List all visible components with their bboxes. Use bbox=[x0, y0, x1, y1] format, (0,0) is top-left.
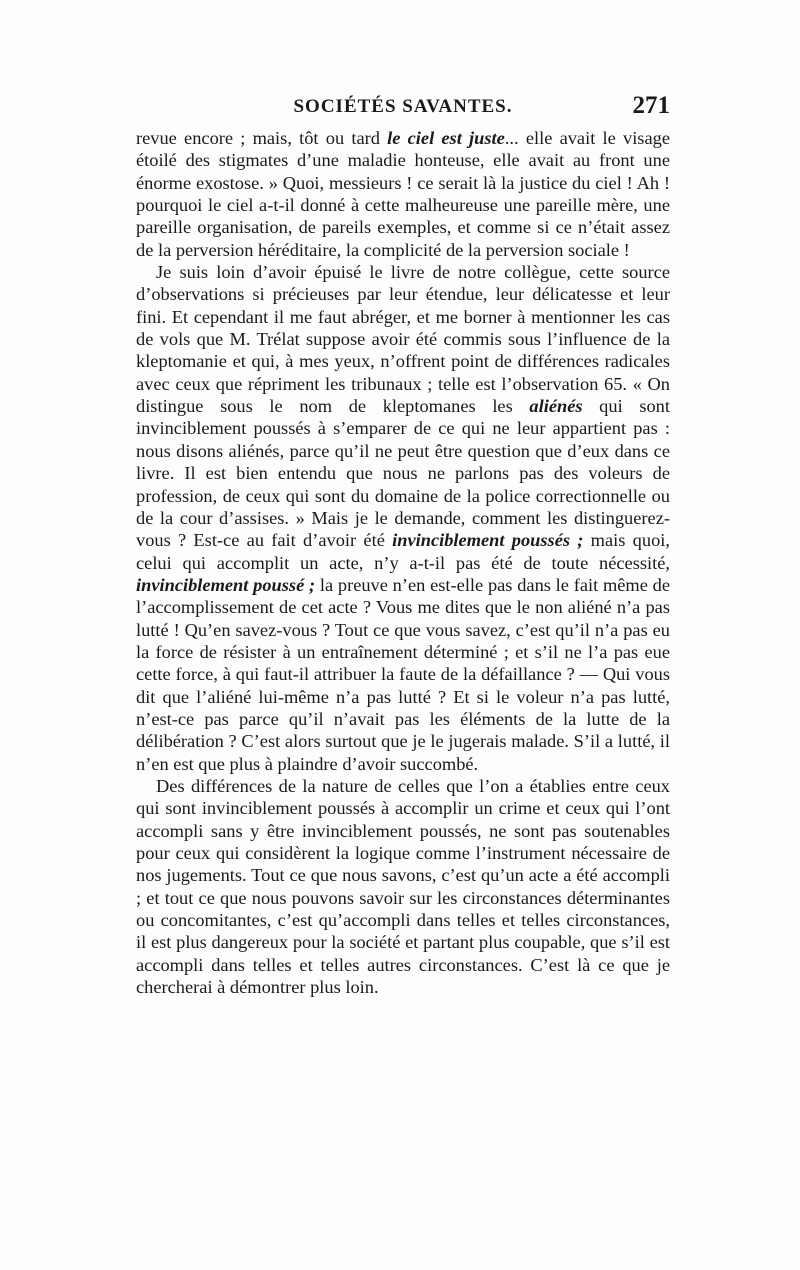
italic-segment: aliénés bbox=[529, 396, 583, 417]
text-segment: ... elle avait le visage étoilé des stigmates d’une maladie honteuse, elle avait au front une énorme exostose. » Quoi, messieurs ! ce serait là la justice du ciel ! Ah ! pourquoi le ciel a-t-il donné à cette malheureuse une pareille mère, une pareille organisation, de pareils exemples, et comme si ce n’était assez de la perversion héréditaire, la complicité de la perversion sociale ! bbox=[136, 128, 670, 260]
text-segment: Des différences de la nature de celles que l’on a établies entre ceux qui sont invinciblement poussés à accomplir un crime et ceux qui l’ont accompli sans y être invinciblement poussés, ne sont pas soutenables pour ceux qui considèrent la logique comme l’instrument nécessaire de nos jugements. Tout ce que nous savons, c’est qu’un acte a été accompli ; et tout ce que nous pouvons savoir sur les circonstances déterminantes ou concomitantes, c’est qu’accompli dans telles et telles circonstances, il est plus dangereux pour la société et partant plus coupable, que s’il est accompli dans telles et telles autres circonstances. C’est là ce que je chercherai à démontrer plus loin. bbox=[136, 775, 670, 998]
page-number: 271 bbox=[632, 92, 670, 119]
text-segment: la preuve n’en est-elle pas dans le fait même de l’accomplissement de cet acte ? Vous me dites que le non aliéné n’a pas lutté ! Qu’en savez-vous ? Tout ce que vous savez, c’est qu’il n’a pas eu la force de résister à un entraînement déterminé ; et s’il ne l’a pas eue cette force, à qui faut-il attribuer la faute de la défaillance ? — Qui vous dit que l’aliéné lui-même n’a pas lutté ? Et si le voleur n’a pas lutté, n’est-ce pas parce qu’il n’avait pas les éléments de la lutte de la délibération ? C’est alors surtout que je le jugerais malade. S’il a lutté, il n’en est que plus à plaindre d’avoir succombé. bbox=[136, 574, 671, 774]
text-segment: qui sont invinciblement poussés à s’emparer de ce qui ne leur appartient pas : nous disons aliénés, parce qu’il ne peut être question que d’eux dans ce livre. Il est bien entendu que nous ne parlons pas des voleurs de profession, de ceux qui sont du domaine de la police correctionnelle ou de la cour d’assises. » Mais je le demande, comment les distinguerez-vous ? Est-ce au fait d’avoir été bbox=[136, 396, 670, 551]
paragraph bbox=[136, 261, 670, 775]
italic-segment: invinciblement poussé ; bbox=[136, 574, 316, 595]
text-segment: Je suis loin d’avoir épuisé le livre de notre collègue, cette source d’observations si précieuses par leur étendue, leur délicatesse et leur fini. Et cependant il me faut abréger, et me borner à mentionner les cas de vols que M. Trélat suppose avoir été commis sous l’influence de la kleptomanie et qui, à mes yeux, n’offrent point de différences radicales avec ceux que répriment les tribunaux ; telle est l’observation 65. « On distingue sous le nom de kleptomanes les bbox=[136, 262, 670, 417]
paragraph bbox=[136, 775, 670, 998]
italic-segment: invinciblement poussés ; bbox=[392, 530, 584, 551]
page-header bbox=[136, 92, 670, 126]
body-text bbox=[136, 127, 670, 998]
running-title: SOCIÉTÉS SAVANTES. bbox=[293, 96, 513, 117]
text-segment: mais quoi, celui qui accomplit un acte, n’y a-t-il pas été de toute nécessité, bbox=[136, 530, 670, 573]
italic-segment: le ciel est juste bbox=[387, 128, 505, 148]
paragraph bbox=[136, 127, 670, 261]
text-segment: revue encore ; mais, tôt ou tard bbox=[136, 128, 388, 148]
